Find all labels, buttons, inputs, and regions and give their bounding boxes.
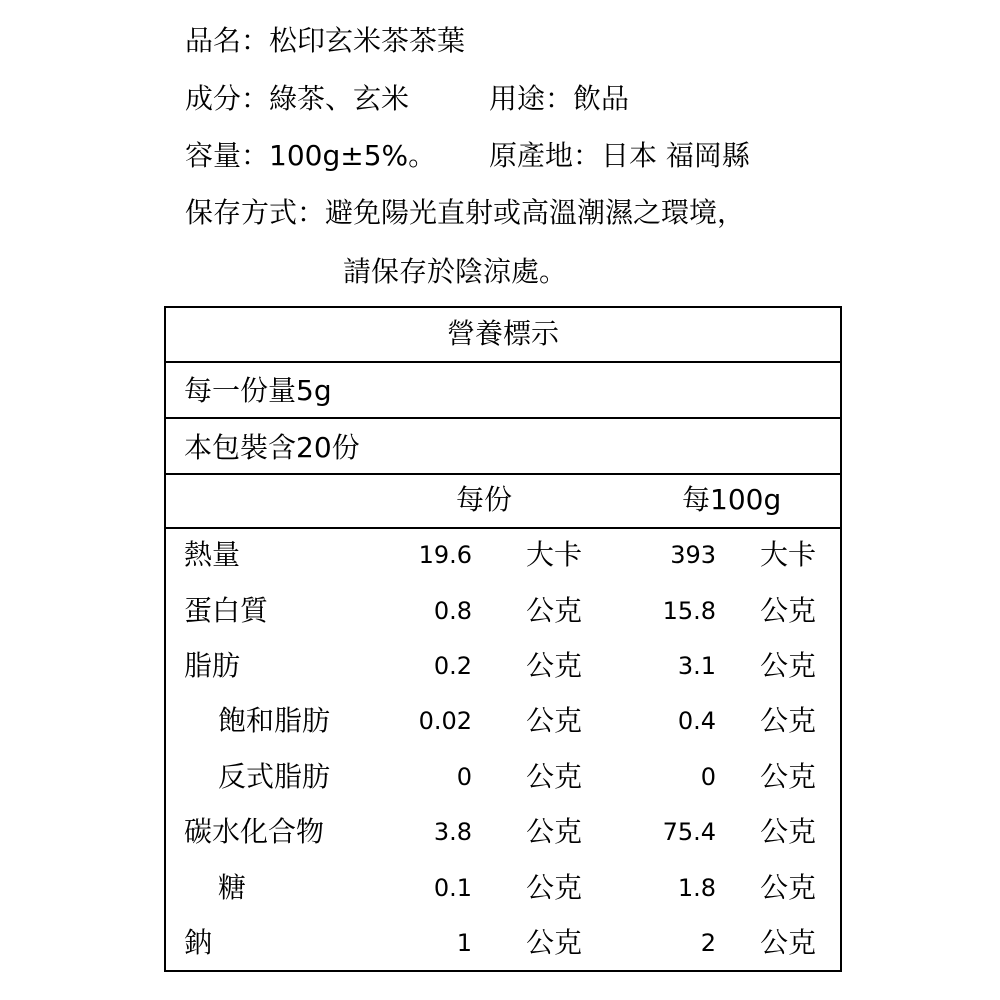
nutrient-row — [166, 812, 840, 852]
nutrition-title: 營養標示 — [446, 317, 559, 350]
per-100g-unit: 公克 — [760, 815, 817, 848]
ingredients-line — [185, 79, 630, 119]
storage-line-2 — [343, 252, 567, 292]
column-header-per-serving: 每份 — [456, 483, 513, 516]
per-serving-unit: 公克 — [526, 871, 583, 904]
servings-per-package: 本包裝含20份 — [184, 431, 360, 464]
per-100g-unit: 公克 — [760, 594, 817, 627]
per-serving-unit: 公克 — [526, 926, 583, 959]
nutrient-name: 鈉 — [184, 926, 213, 959]
per-100g-value: 393 — [670, 541, 716, 569]
storage-label: 保存方式： — [185, 196, 326, 229]
column-header-per-100g: 每100g — [682, 483, 782, 516]
per-100g-value: 1.8 — [677, 874, 716, 902]
per-100g-value: 0 — [700, 763, 716, 791]
ingredients: 綠茶、玄米 — [269, 82, 410, 115]
per-100g-value: 3.1 — [677, 652, 716, 680]
per-serving-unit: 大卡 — [526, 538, 583, 571]
per-100g-value: 2 — [700, 929, 716, 957]
divider — [166, 527, 840, 529]
per-serving-unit: 公克 — [526, 760, 583, 793]
usage-label: 用途： — [489, 82, 574, 115]
per-serving-unit: 公克 — [526, 649, 583, 682]
volume: 100g±5%。 — [269, 139, 437, 172]
per-serving-value: 0.02 — [418, 707, 472, 735]
per-100g-value: 0.4 — [677, 707, 716, 735]
storage-line — [185, 193, 745, 233]
per-100g-unit: 公克 — [760, 926, 817, 959]
per-serving-value: 0 — [456, 763, 472, 791]
per-serving-value: 0.1 — [433, 874, 472, 902]
nutrient-row — [166, 701, 840, 741]
per-serving-value: 1 — [456, 929, 472, 957]
per-serving-value: 0.8 — [433, 597, 472, 625]
origin-label: 原產地： — [489, 139, 602, 172]
per-serving-unit: 公克 — [526, 815, 583, 848]
usage-group — [489, 79, 629, 119]
nutrient-row — [166, 923, 840, 963]
nutrition-table — [164, 306, 842, 972]
per-100g-unit: 大卡 — [760, 538, 817, 571]
divider — [166, 473, 840, 475]
nutrient-row — [166, 868, 840, 908]
nutrient-name: 碳水化合物 — [184, 815, 325, 848]
per-serving-unit: 公克 — [526, 704, 583, 737]
nutrient-row — [166, 535, 840, 575]
origin-group — [489, 136, 750, 176]
ingredients-label: 成分： — [185, 82, 270, 115]
nutrient-row — [166, 646, 840, 686]
storage-text-2: 請保存於陰涼處。 — [343, 255, 568, 288]
storage-text-1: 避免陽光直射或高溫潮濕之環境， — [325, 196, 746, 229]
serving-size: 每一份量5g — [184, 374, 332, 407]
per-serving-value: 19.6 — [418, 541, 472, 569]
product-name-label: 品名： — [185, 24, 270, 57]
nutrient-name: 熱量 — [184, 538, 241, 571]
per-serving-unit: 公克 — [526, 594, 583, 627]
per-100g-unit: 公克 — [760, 704, 817, 737]
nutrient-row — [166, 757, 840, 797]
nutrient-name: 飽和脂肪 — [218, 704, 331, 737]
per-100g-unit: 公克 — [760, 649, 817, 682]
usage: 飲品 — [573, 82, 630, 115]
per-100g-value: 75.4 — [662, 818, 716, 846]
nutrient-name: 脂肪 — [184, 649, 241, 682]
volume-label: 容量： — [185, 139, 270, 172]
divider — [166, 361, 840, 363]
per-100g-unit: 公克 — [760, 760, 817, 793]
per-serving-value: 3.8 — [433, 818, 472, 846]
volume-line — [185, 136, 750, 176]
product-name: 松印玄米茶茶葉 — [269, 24, 466, 57]
origin: 日本 福岡縣 — [601, 139, 750, 172]
per-100g-unit: 公克 — [760, 871, 817, 904]
nutrient-name: 反式脂肪 — [218, 760, 331, 793]
nutrient-name: 蛋白質 — [184, 594, 269, 627]
per-serving-value: 0.2 — [433, 652, 472, 680]
nutrient-row — [166, 591, 840, 631]
nutrient-name: 糖 — [218, 871, 247, 904]
divider — [166, 417, 840, 419]
per-100g-value: 15.8 — [662, 597, 716, 625]
product-name-line — [185, 21, 465, 61]
